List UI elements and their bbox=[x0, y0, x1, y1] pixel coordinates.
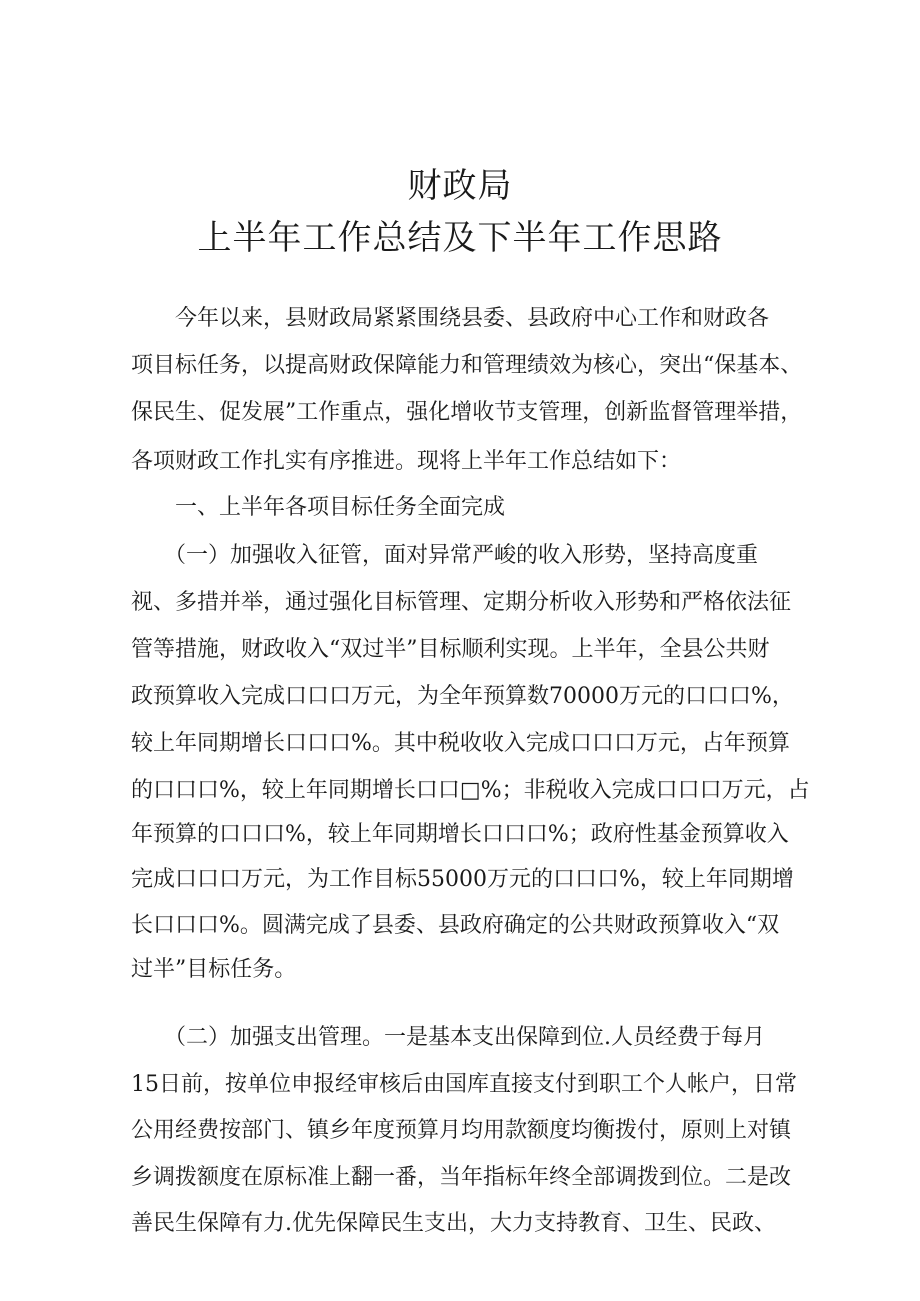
body-text-line: 今年以来，县财政局紧紧围绕县委、县政府中心工作和财政各 bbox=[131, 306, 770, 331]
body-text-line: 善民生保障有力.优先保障民生支出，大力支持教育、卫生、民政、 bbox=[131, 1211, 776, 1236]
body-text-line: 年预算的口口口%，较上年同期增长口口口%；政府性基金预算收入 bbox=[131, 822, 789, 847]
body-text-line: 项目标任务，以提高财政保障能力和管理绩效为核心，突出“保基本、 bbox=[131, 353, 803, 378]
body-text-line: 保民生、促发展”工作重点，强化增收节支管理，创新监督管理举措， bbox=[131, 400, 803, 425]
document-title-line-1: 财政局 bbox=[407, 166, 513, 206]
body-text-line: 长口口口%。圆满完成了县委、县政府确定的公共财政预算收入“双 bbox=[131, 913, 780, 938]
body-text-line: 15日前，按单位申报经审核后由国库直接支付到职工个人帐户，日常 bbox=[131, 1072, 797, 1097]
body-text-line: 过半”目标任务。 bbox=[131, 957, 297, 982]
body-text-line: 的口口口%，较上年同期增长口口□%；非税收入完成口口口万元，占 bbox=[131, 778, 810, 803]
body-text-line: 各项财政工作扎实有序推进。现将上半年工作总结如下： bbox=[131, 449, 682, 474]
body-text-line: 乡调拨额度在原标准上翻一番，当年指标年终全部调拨到位。二是改 bbox=[131, 1165, 792, 1190]
body-text-line: （一）加强收入征管，面对异常严峻的收入形势，坚持高度重 bbox=[131, 543, 759, 568]
section-heading: 一、上半年各项目标任务全面完成 bbox=[131, 495, 506, 520]
body-text-line: （二）加强支出管理。一是基本支出保障到位.人员经费于每月 bbox=[131, 1025, 765, 1050]
body-text-line: 政预算收入完成口口口万元，为全年预算数70000万元的口口口%， bbox=[131, 684, 794, 709]
document-title-line-2: 上半年工作总结及下半年工作思路 bbox=[197, 218, 723, 258]
body-text-line: 公用经费按部门、镇乡年度预算月均用款额度均衡拨付，原则上对镇 bbox=[131, 1118, 792, 1143]
body-text-line: 管等措施，财政收入“双过半”目标顺利实现。上半年，全县公共财 bbox=[131, 637, 770, 662]
body-text-line: 完成口口口万元，为工作目标55000万元的口口口%，较上年同期增 bbox=[131, 867, 794, 892]
body-text-line: 视、多措并举，通过强化目标管理、定期分析收入形势和严格依法征 bbox=[131, 590, 792, 615]
body-text-line: 较上年同期增长口口口%。其中税收收入完成口口口万元，占年预算 bbox=[131, 731, 790, 756]
